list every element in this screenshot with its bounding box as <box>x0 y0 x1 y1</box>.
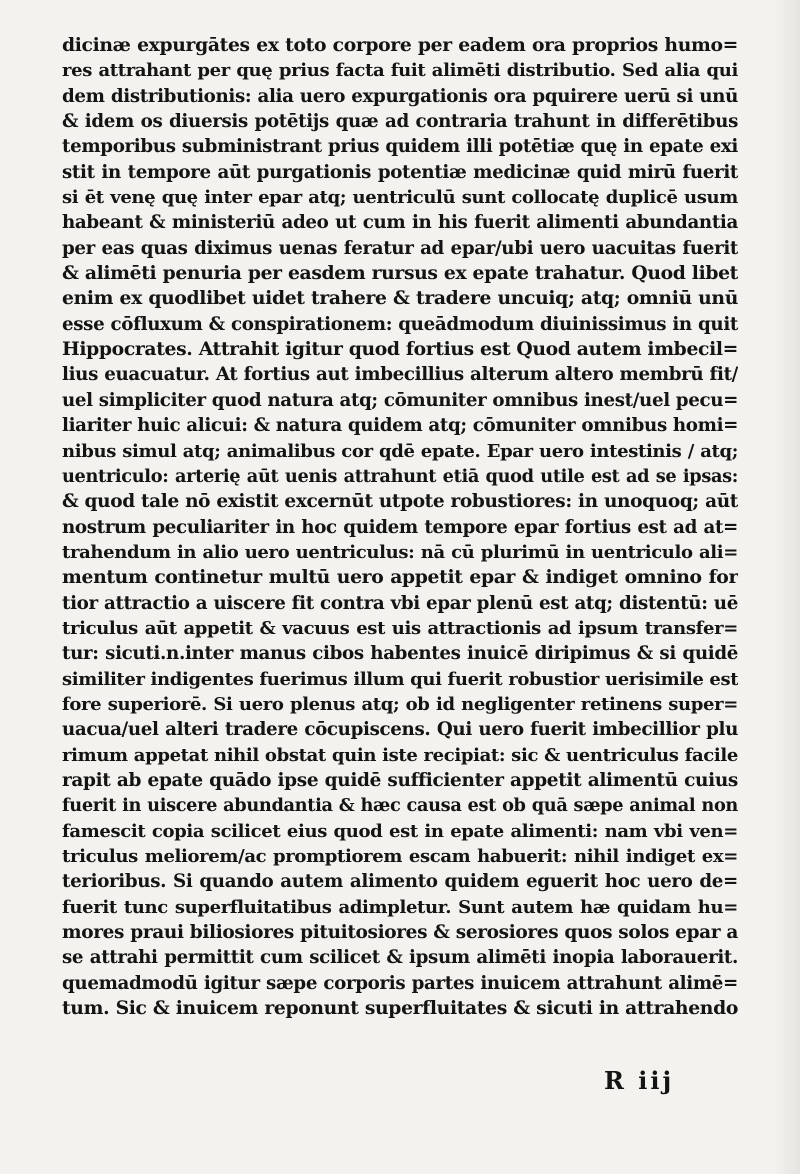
text-line: Hippocrates. Attrahit igitur quod fortius est Quod autem imbecil= <box>62 338 738 361</box>
text-line: dem distributionis: alia uero expurgationis ora pquirere uerū si unū <box>62 85 738 107</box>
text-line: similiter indigentes fuerimus illum qui fuerit robustior uerisimile est <box>62 668 738 690</box>
text-line: habeant & ministeriū adeo ut cum in his fuerit alimenti abundantia <box>62 212 738 234</box>
text-line: res attrahant per quę prius facta fuit alimēti distributio. Sed alia qui <box>62 60 738 82</box>
page-edge-shadow <box>774 0 800 1174</box>
text-line: mores praui biliosiores pituitosiores & serosiores quos solos epar a <box>62 922 738 944</box>
text-line: & alimēti penuria per easdem rursus ex epate trahatur. Quod libet <box>62 262 738 285</box>
text-line: tior attractio a uiscere fit contra vbi epar plenū est atq; distentū: uē <box>62 592 738 614</box>
text-line: fuerit tunc superfluitatibus adimpletur. Sunt autem hæ quidam hu= <box>62 896 738 918</box>
text-line: nibus simul atq; animalibus cor qdē epate. Epar uero intestinis / atq; <box>62 440 738 462</box>
text-line: esse cōfluxum & conspirationem: queādmodum diuinissimus in quit <box>62 313 738 335</box>
text-line: enim ex quodlibet uidet trahere & tradere uncuiq; atq; omniū unū <box>62 287 738 310</box>
text-line: uel simpliciter quod natura atq; cōmuniter omnibus inest/uel pecu= <box>62 389 738 411</box>
text-line: uacua/uel alteri tradere cōcupiscens. Qui uero fuerit imbecillior plu <box>62 719 738 741</box>
text-line: uentriculo: arterię aūt uenis attrahunt etiā quod utile est ad se ipsas: <box>62 465 738 487</box>
text-line: quemadmodū igitur sæpe corporis partes inuicem attrahunt alimē= <box>62 972 738 994</box>
text-line: mentum continetur multū uero appetit epar & indiget omnino for <box>62 566 738 589</box>
text-line: triculus aūt appetit & vacuus est uis attractionis ad ipsum transfer= <box>62 617 738 639</box>
text-line: stit in tempore aūt purgationis potentiæ medicinæ quid mirū fuerit <box>62 161 738 183</box>
text-line: lius euacuatur. At fortius aut imbecillius alterum altero membrū fit/ <box>62 364 738 386</box>
text-line: liariter huic alicui: & natura quidem atq; cōmuniter omnibus homi= <box>62 415 738 437</box>
text-line: fore superiorē. Si uero plenus atq; ob id negligenter retinens super= <box>62 693 738 715</box>
text-line: dicinæ expurgātes ex toto corpore per eadem ora proprios humo= <box>62 34 738 56</box>
text-line: trahendum in alio uero uentriculus: nā cū plurimū in uentriculo ali= <box>62 541 738 563</box>
text-line: terioribus. Si quando autem alimento quidem eguerit hoc uero de= <box>62 871 738 893</box>
text-line: tur: sicuti.n.inter manus cibos habentes inuicē diripimus & si quidē <box>62 643 738 665</box>
text-line: & quod tale nō existit excernūt utpote robustiores: in unoquoq; aūt <box>62 491 738 513</box>
signature-mark: R iij <box>604 1066 675 1095</box>
text-line: rapit ab epate quādo ipse quidē sufficienter appetit alimentū cuius <box>62 769 738 791</box>
text-line: se attrahi permittit cum scilicet & ipsum alimēti inopia laborauerit. <box>62 947 738 969</box>
text-line: famescit copia scilicet eius quod est in epate alimenti: nam vbi ven= <box>62 820 738 842</box>
text-line: per eas quas diximus uenas feratur ad epar/ubi uero uacuitas fuerit <box>62 237 738 259</box>
text-line: & idem os diuersis potētijs quæ ad contraria trahunt in differētibus <box>62 111 738 133</box>
text-line: temporibus subministrant prius quidem illi potētiæ quę in epate exi <box>62 136 738 158</box>
body-text <box>62 33 738 1021</box>
text-line: nostrum peculiariter in hoc quidem tempore epar fortius est ad at= <box>62 516 738 538</box>
text-line: rimum appetat nihil obstat quin iste recipiat: sic & uentriculus facile <box>62 744 738 766</box>
text-line: triculus meliorem/ac promptiorem escam habuerit: nihil indiget ex= <box>62 846 738 867</box>
text-line: si ēt venę quę inter epar atq; uentriculū sunt collocatę duplicē usum <box>62 187 738 209</box>
text-line: tum. Sic & inuicem reponunt superfluitates & sicuti in attrahendo <box>62 997 738 1020</box>
text-line: fuerit in uiscere abundantia & hæc causa est ob quā sæpe animal non <box>62 795 738 817</box>
